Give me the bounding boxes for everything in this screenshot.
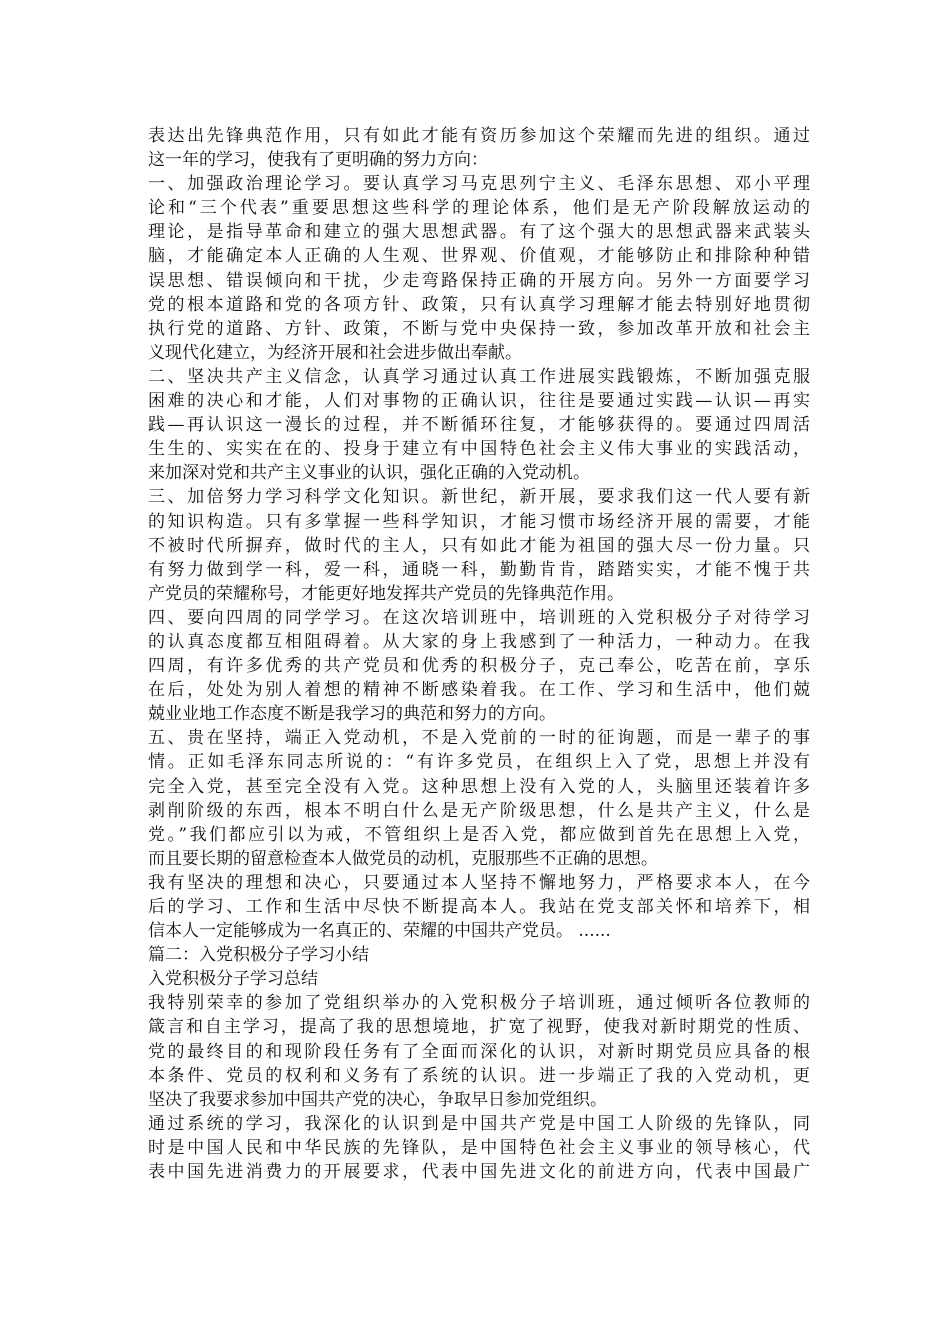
text-line: 党。”我们都应引以为戒，不管组织上是否入党，都应做到首先在思想上入党， — [148, 824, 810, 845]
text-line: 五、贵在坚持，端正入党动机，不是入党前的一时的征询题，而是一辈子的事 — [148, 728, 810, 749]
text-line: 篇二：入党积极分子学习小结 — [148, 945, 369, 966]
text-line: 误思想、错误倾向和干扰，少走弯路保持正确的开展方向。另外一方面要学习 — [148, 270, 810, 291]
text-line: 脑，才能确定本人正确的人生观、世界观、价值观，才能够防止和排除种种错 — [148, 246, 810, 267]
text-line: 的知识构造。只有多掌握一些科学知识，才能习惯市场经济开展的需要，才能 — [148, 511, 810, 532]
text-line: 困难的决心和才能，人们对事物的正确认识，往往是要通过实践—认识—再实 — [148, 391, 810, 412]
text-line: 后的学习、工作和生活中尽快不断提高本人。我站在党支部关怀和培养下，相 — [148, 897, 810, 917]
text-line: 时是中国人民和中华民族的先锋队，是中国特色社会主义事业的领导核心，代 — [148, 1137, 810, 1158]
text-line: 四、要向四周的同学学习。在这次培训班中，培训班的入党积极分子对待学习 — [148, 607, 810, 628]
text-line: 一、加强政治理论学习。要认真学习马克思列宁主义、毛泽东思想、邓小平理 — [148, 174, 810, 195]
text-line: 的认真态度都互相阻碍着。从大家的身上我感到了一种活力，一种动力。在我 — [148, 631, 810, 652]
text-line: 党的最终目的和现阶段任务有了全面而深化的认识，对新时期党员应具备的根 — [148, 1041, 810, 1062]
text-line: 而且要长期的留意检查本人做党员的动机，克服那些不正确的思想。 — [148, 848, 658, 869]
text-line: 产党员的荣耀称号，才能更好地发挥共产党员的先锋典范作用。 — [148, 583, 624, 604]
text-line: 兢业业地工作态度不断是我学习的典范和努力的方向。 — [148, 704, 556, 725]
text-line: 箴言和自主学习，提高了我的思想境地，扩宽了视野，使我对新时期党的性质、 — [148, 1017, 810, 1038]
text-line: 不被时代所摒弃，做时代的主人，只有如此才能为祖国的强大尽一份力量。只 — [148, 535, 810, 556]
text-line: 表达出先锋典范作用，只有如此才能有资历参加这个荣耀而先进的组织。通过 — [148, 126, 810, 146]
text-line: 完全入党，甚至完全没有入党。这种思想上没有入党的人，头脑里还装着许多 — [148, 776, 810, 797]
text-line: 论和“三个代表”重要思想这些科学的理论体系，他们是无产阶段解放运动的 — [148, 198, 810, 219]
text-line: 表中国先进消费力的开展要求，代表中国先进文化的前进方向，代表中国最广 — [148, 1162, 810, 1183]
document-page — [148, 124, 810, 1184]
text-line: 执行党的道路、方针、政策，不断与党中央保持一致，参加改革开放和社会主 — [148, 318, 810, 339]
text-line: 坚决了我要求参加中国共产党的决心，争取早日参加党组织。 — [148, 1089, 607, 1110]
text-line: 这一年的学习，使我有了更明确的努力方向： — [148, 150, 488, 171]
text-line: 践—再认识这一漫长的过程，并不断循环往复，才能够获得的。要通过四周活 — [148, 415, 810, 436]
text-line: 信本人一定能够成为一名真正的、荣耀的中国共产党员。 ...... — [148, 921, 611, 942]
text-line: 我有坚决的理想和决心，只要通过本人坚持不懈地努力，严格要求本人，在今 — [148, 872, 810, 893]
text-line: 入党积极分子学习总结 — [148, 969, 318, 990]
text-line: 情。正如毛泽东同志所说的：“有许多党员，在组织上入了党，思想上并没有 — [148, 752, 810, 773]
text-line: 剥削阶级的东西，根本不明白什么是无产阶级思想，什么是共产主义，什么是 — [148, 800, 810, 821]
text-line: 有努力做到学一科，爱一科，通晓一科，勤勤肯肯，踏踏实实，才能不愧于共 — [148, 559, 810, 580]
text-line: 义现代化建立，为经济开展和社会进步做出奉献。 — [148, 342, 522, 363]
text-line: 生生的、实实在在的、投身于建立有中国特色社会主义伟大事业的实践活动， — [148, 439, 810, 460]
text-line: 本条件、党员的权利和义务有了系统的认识。进一步端正了我的入党动机，更 — [148, 1065, 810, 1086]
text-line: 党的根本道路和党的各项方针、政策，只有认真学习理解才能去特别好地贯彻 — [148, 294, 810, 315]
text-line: 通过系统的学习，我深化的认识到是中国共产党是中国工人阶级的先锋队，同 — [148, 1113, 810, 1134]
text-line: 我特别荣幸的参加了党组织举办的入党积极分子培训班，通过倾听各位教师的 — [148, 993, 810, 1014]
text-line: 来加深对党和共产主义事业的认识，强化正确的入党动机。 — [148, 463, 590, 484]
text-line: 二、坚决共产主义信念，认真学习通过认真工作进展实践锻炼，不断加强克服 — [148, 366, 810, 387]
text-line: 三、加倍努力学习科学文化知识。新世纪，新开展，要求我们这一代人要有新 — [148, 487, 810, 508]
text-line: 四周，有许多优秀的共产党员和优秀的积极分子，克己奉公，吃苦在前，享乐 — [148, 656, 810, 677]
text-line: 理论，是指导革命和建立的强大思想武器。有了这个强大的思想武器来武装头 — [148, 222, 810, 243]
text-line: 在后，处处为别人着想的精神不断感染着我。在工作、学习和生活中，他们兢 — [148, 680, 810, 701]
